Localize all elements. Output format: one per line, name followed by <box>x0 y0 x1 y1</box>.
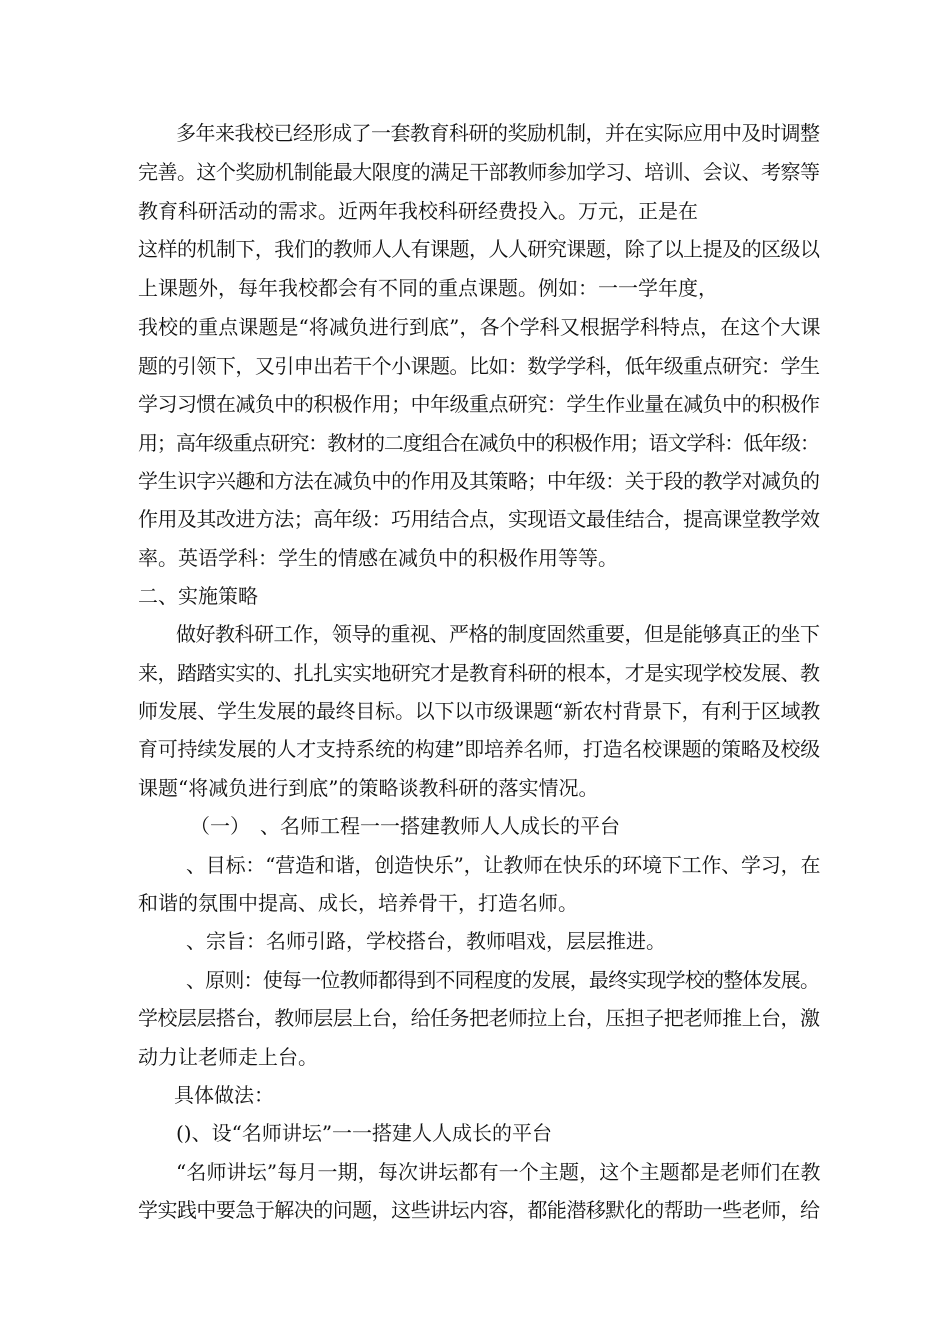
body-text-line: 多年来我校已经形成了一套教育科研的奖励机制，并在实际应用中及时调整 <box>176 121 820 145</box>
body-text-line: 师发展、学生发展的最终目标。以下以市级课题“新农村背景下，有利于区域教 <box>138 699 820 723</box>
body-text-line: 和谐的氛围中提高、成长，培养骨干，打造名师。 <box>138 891 578 915</box>
body-text-line: 做好教科研工作，领导的重视、严格的制度固然重要，但是能够真正的坐下 <box>176 622 820 646</box>
body-text-line: 我校的重点课题是“将减负进行到底”，各个学科又根据学科特点，在这个大课 <box>138 315 821 339</box>
body-text-line: 作用及其改进方法；高年级：巧用结合点，实现语文最佳结合，提高课堂教学效 <box>138 507 820 531</box>
body-text-line: 学生识字兴趣和方法在减负中的作用及其策略；中年级：关于段的教学对减负的 <box>138 469 820 493</box>
body-text-line: 课题“将减负进行到底”的策略谈教科研的落实情况。 <box>138 776 599 800</box>
body-text-line: 这样的机制下，我们的教师人人有课题，人人研究课题，除了以上提及的区级以 <box>138 237 820 261</box>
body-text-line: 题的引领下，又引申出若干个小课题。比如：数学学科，低年级重点研究：学生 <box>138 354 820 378</box>
body-text-line: 动力让老师走上台。 <box>138 1045 318 1069</box>
section-heading: 二、实施策略 <box>138 584 258 608</box>
body-text-line: 育可持续发展的人才支持系统的构建”即培养名师，打造名校课题的策略及校级 <box>138 737 820 761</box>
body-text-line: 学实践中要急于解决的问题，这些讲坛内容，都能潜移默化的帮助一些老师，给 <box>138 1198 820 1222</box>
body-text-line: 教育科研活动的需求。近两年我校科研经费投入。万元，正是在 <box>138 199 698 223</box>
body-text-line: 、原则：使每一位教师都得到不同程度的发展，最终实现学校的整体发展。 <box>186 968 820 992</box>
body-text-line: 学习习惯在减负中的积极作用；中年级重点研究：学生作业量在减负中的积极作 <box>138 392 820 416</box>
subsection-heading: （一） 、名师工程一一搭建教师人人成长的平台 <box>190 814 620 838</box>
body-text-line: 具体做法： <box>174 1083 274 1107</box>
body-text-line: 完善。这个奖励机制能最大限度的满足干部教师参加学习、培训、会议、考察等 <box>138 160 820 184</box>
body-text-line: 上课题外，每年我校都会有不同的重点课题。例如：一一学年度， <box>138 276 718 300</box>
body-text-line: 来，踏踏实实的、扎扎实实地研究才是教育科研的根本，才是实现学校发展、教 <box>138 661 820 685</box>
body-text-line: 率。英语学科：学生的情感在减负中的积极作用等等。 <box>138 546 618 570</box>
body-text-line: 、目标：“营造和谐，创造快乐”，让教师在快乐的环境下工作、学习，在 <box>186 853 821 877</box>
body-text-line: “名师讲坛”每月一期，每次讲坛都有一个主题，这个主题都是老师们在教 <box>176 1160 821 1184</box>
body-text-line: 学校层层搭台，教师层层上台，给任务把老师拉上台，压担子把老师推上台，激 <box>138 1006 820 1030</box>
subsection-heading: ()、设“名师讲坛”一一搭建人人成长的平台 <box>176 1121 553 1145</box>
body-text-line: 用；高年级重点研究：教材的二度组合在减负中的积极作用；语文学科：低年级： <box>138 431 819 455</box>
body-text-line: 、宗旨：名师引路，学校搭台，教师唱戏，层层推进。 <box>186 929 666 953</box>
